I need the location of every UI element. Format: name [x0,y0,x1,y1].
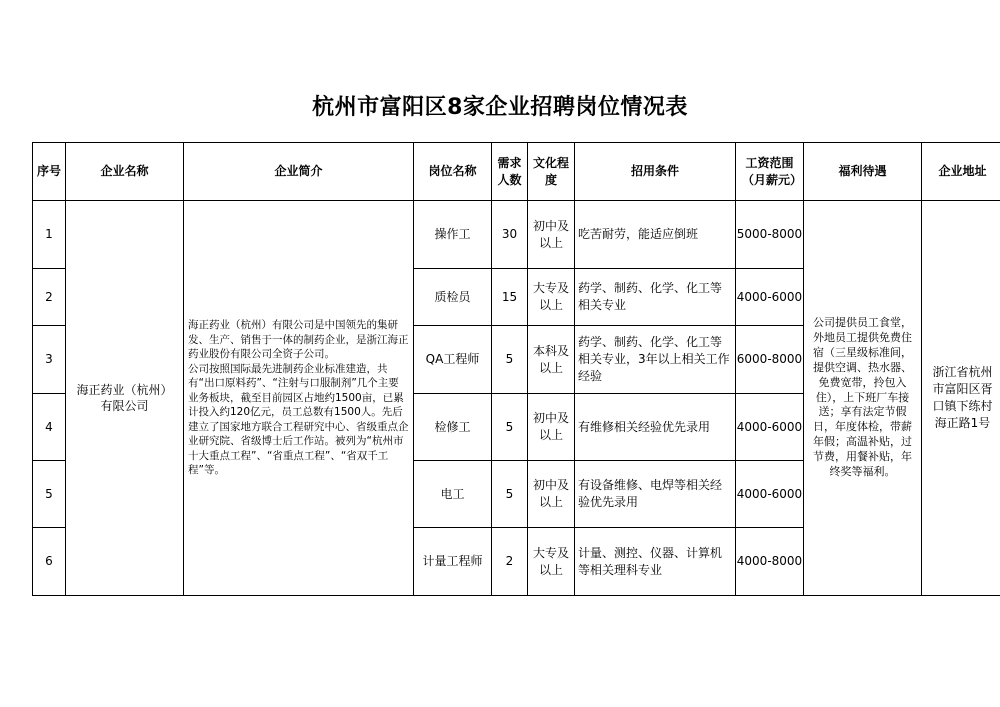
row-education: 大专及以上 [528,528,575,596]
company-address: 浙江省杭州市富阳区胥口镇下练村海正路1号 [922,201,1000,596]
header-intro: 企业简介 [184,143,414,201]
row-education: 本科及以上 [528,326,575,394]
row-count: 30 [492,201,528,269]
row-requirements: 有维修相关经验优先录用 [575,394,736,461]
row-position: QA工程师 [414,326,492,394]
row-position: 检修工 [414,394,492,461]
row-education: 初中及以上 [528,461,575,528]
row-salary: 6000-8000 [736,326,804,394]
row-salary: 4000-8000 [736,528,804,596]
row-count: 5 [492,326,528,394]
header-address: 企业地址 [922,143,1000,201]
row-seq: 5 [33,461,66,528]
row-seq: 2 [33,269,66,326]
header-company: 企业名称 [66,143,184,201]
row-count: 2 [492,528,528,596]
header-row [33,143,1000,201]
row-salary: 4000-6000 [736,461,804,528]
header-seq: 序号 [33,143,66,201]
row-seq: 4 [33,394,66,461]
row-salary: 4000-6000 [736,394,804,461]
row-position: 操作工 [414,201,492,269]
header-requirements: 招用条件 [575,143,736,201]
row-requirements: 有设备维修、电焊等相关经验优先录用 [575,461,736,528]
table-row [33,201,1000,269]
row-seq: 1 [33,201,66,269]
row-count: 15 [492,269,528,326]
row-education: 大专及以上 [528,269,575,326]
header-education: 文化程度 [528,143,575,201]
page-title: 杭州市富阳区8家企业招聘岗位情况表 [312,95,688,120]
company-name: 海正药业（杭州）有限公司 [66,201,184,596]
header-position: 岗位名称 [414,143,492,201]
company-intro: 海正药业（杭州）有限公司是中国领先的集研发、生产、销售于一体的制药企业，是浙江海正药业股份有限公司全资子公司。 公司按照国际最先进制药企业标准建造，共有“出口原料药”、“注射与口服制剂”几个主要业务板块，截至目前园区占地约1500亩，已累计投入约120亿元，员工总数有1500人。先后建立了国家地方联合工程研究中心、省级重点企业研究院、省级博士后工作站。被列为“杭州市十大重点工程”、“省重点工程”、“省双千工程”等。 [184,201,414,596]
recruitment-table [32,142,1000,596]
row-position: 质检员 [414,269,492,326]
row-seq: 6 [33,528,66,596]
row-salary: 4000-6000 [736,269,804,326]
row-education: 初中及以上 [528,201,575,269]
row-requirements: 计量、测控、仪器、计算机等相关理科专业 [575,528,736,596]
row-education: 初中及以上 [528,394,575,461]
row-salary: 5000-8000 [736,201,804,269]
header-salary: 工资范围（月薪元） [736,143,804,201]
header-count: 需求人数 [492,143,528,201]
row-count: 5 [492,461,528,528]
row-requirements: 吃苦耐劳，能适应倒班 [575,201,736,269]
row-position: 电工 [414,461,492,528]
company-welfare: 公司提供员工食堂，外地员工提供免费住宿（三星级标准间，提供空调、热水器、免费宽带，拎包入住），上下班厂车接送；享有法定节假日，年度体检，带薪年假；高温补贴，过节费，用餐补贴，年终奖等福利。 [804,201,922,596]
row-requirements: 药学、制药、化学、化工等相关专业，3年以上相关工作经验 [575,326,736,394]
row-requirements: 药学、制药、化学、化工等相关专业 [575,269,736,326]
row-position: 计量工程师 [414,528,492,596]
row-count: 5 [492,394,528,461]
row-seq: 3 [33,326,66,394]
header-welfare: 福利待遇 [804,143,922,201]
